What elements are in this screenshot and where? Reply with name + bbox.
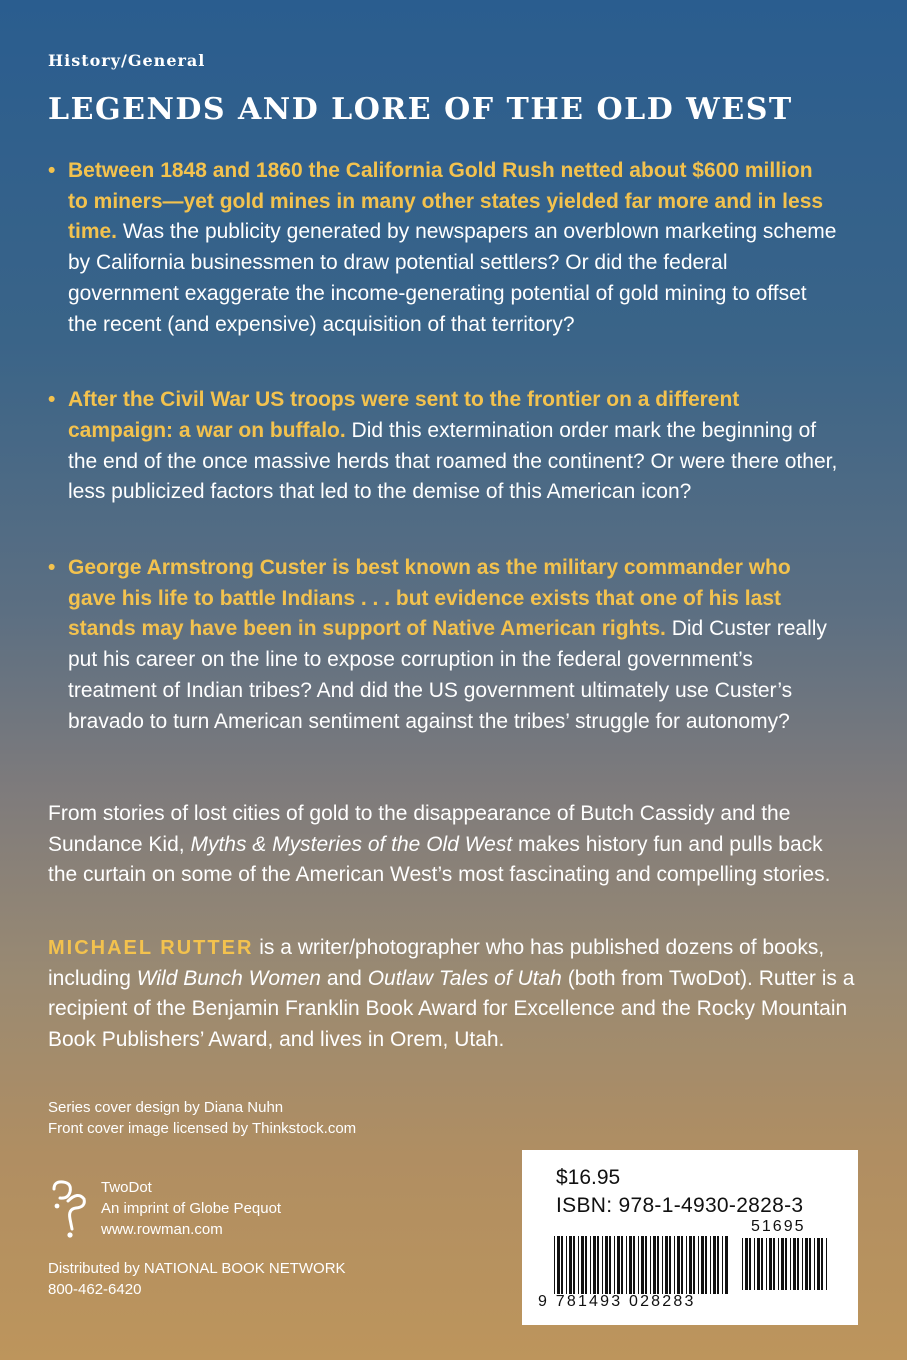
barcode-bar [617,1236,620,1294]
category-label: History/General [48,51,206,70]
barcode-addon-digits: 51695 [751,1218,806,1235]
bullet-item [48,553,838,737]
barcode-bar [793,1238,796,1290]
bullet-item [48,156,838,340]
barcode-bar [641,1236,644,1294]
summary-text: makes history fun and pulls back the curtain on some of the American West’s most fascinating and compelling stories. [48,832,831,887]
price: $16.95 [556,1166,621,1189]
series-design-credit: Series cover design by Diana Nuhn [48,1099,284,1116]
barcode-bar [653,1236,656,1294]
bio-text: is a writer/photographer who has published dozens of books, including [48,936,825,990]
twodot-logo-icon [48,1179,88,1239]
barcode-bar [650,1236,651,1294]
barcode-bar [814,1238,815,1290]
barcode-bar [766,1238,767,1290]
barcode-bar [569,1236,572,1294]
barcode-bar [781,1238,784,1290]
barcode-bar [662,1236,663,1294]
distributor: Distributed by NATIONAL BOOK NETWORK [48,1260,346,1277]
publisher-info [101,1177,281,1240]
book-title: Outlaw Tales of Utah [367,966,562,990]
author-name: MICHAEL RUTTER [48,937,254,959]
bullet-highlight: George Armstrong Custer is best known as the military commander who gave his life to battle Indians . . . but evidence exists that one of his last stands may have been in support of Native American rights. [68,556,791,641]
barcode-bar [693,1236,695,1294]
barcode-bar [638,1236,639,1294]
barcode-bar [826,1238,827,1290]
credits [48,1097,356,1139]
barcode-bar [657,1236,659,1294]
barcode-bar [778,1238,779,1290]
barcode-bar [614,1236,615,1294]
isbn: ISBN: 978-1-4930-2828-3 [556,1194,804,1217]
barcode-bar [805,1238,808,1290]
barcode-bar [689,1236,692,1294]
barcode-bar [633,1236,635,1294]
barcode-bar [669,1236,671,1294]
bio-text: and [326,966,362,990]
barcode-bar [581,1236,584,1294]
barcode-bar [566,1236,567,1294]
barcode-bar [605,1236,608,1294]
barcode-bar [609,1236,611,1294]
bullet-dot-icon: • [48,556,56,580]
barcode-bar [665,1236,668,1294]
barcode-bar [749,1238,751,1290]
barcode-bar [710,1236,711,1294]
publisher-name: TwoDot [101,1179,152,1196]
barcode-bar [593,1236,596,1294]
bullet-text: Was the publicity generated by newspapers an overblown marketing scheme by California businessmen to draw potential settlers? Or did the federal government exaggerate the income-generating potential of gold mining to offset the recent (and expensive) acquisition of that territory? [68,220,837,336]
barcode-bar [757,1238,760,1290]
barcode-bar [561,1236,563,1294]
summary-paragraph [48,799,848,891]
barcode-bar [621,1236,623,1294]
barcode-bar [821,1238,823,1290]
barcode-bar [674,1236,675,1294]
author-bio [48,933,878,1056]
barcode-bar [817,1238,820,1290]
publisher-imprint: An imprint of Globe Pequot [101,1200,282,1217]
barcode-bar [742,1238,743,1290]
bullet-highlight: After the Civil War US troops were sent to the frontier on a different campaign: a war on buffalo. [68,388,740,442]
barcode-bar [773,1238,775,1290]
barcode-bar [554,1236,555,1294]
barcode-bar [785,1238,787,1290]
barcode-bar [597,1236,599,1294]
barcode-bar [725,1236,728,1294]
barcode-bar [802,1238,803,1290]
barcode-bar [745,1238,748,1290]
bullet-item [48,385,838,508]
barcode-digits: 9 781493 028283 [538,1293,696,1310]
headline: LEGENDS AND LORE OF THE OLD WEST [48,92,793,127]
barcode-bar [629,1236,632,1294]
distributor-phone: 800-462-6420 [48,1281,142,1298]
distribution-info [48,1258,346,1300]
barcode-bar [602,1236,603,1294]
barcode-bar [686,1236,687,1294]
summary-text: From stories of lost cities of gold to the disappearance of Butch Cassidy and the Sundance Kid, [48,802,791,856]
bullet-dot-icon: • [48,388,56,412]
bullet-dot-icon: • [48,159,56,182]
bio-text: (both from TwoDot). Rutter is a recipient of the Benjamin Franklin Book Award for Excellence and the Rocky Mountain Book Publishers’ Award, and lives in Orem, Utah. [48,966,855,1052]
barcode-bar [790,1238,791,1290]
barcode-bar [713,1236,716,1294]
bullet-text: Did Custer really put his career on the line to expose corruption in the federal government’s treatment of Indian tribes? And did the US government ultimately use Custer’s bravado to turn American sentiment against the tribes’ struggle for autonomy? [68,617,827,733]
barcode-bar [722,1236,723,1294]
bullet-list [48,156,838,782]
barcode-bar [705,1236,707,1294]
barcode-bar [809,1238,811,1290]
image-license-credit: Front cover image licensed by Thinkstock.com [48,1120,357,1137]
barcode-bar [754,1238,755,1290]
barcode-bar [701,1236,704,1294]
barcode-bar [681,1236,683,1294]
barcode-bar [590,1236,591,1294]
barcode-bar [797,1238,799,1290]
book-title: Myths & Mysteries of the Old West [190,832,513,856]
barcode-bar [769,1238,772,1290]
bullet-highlight: Between 1848 and 1860 the California Gold Rush netted about $600 million to miners—yet gold mines in many other states yielded far more and in less time. [68,159,824,244]
barcode-bar [717,1236,719,1294]
barcode-bar [677,1236,680,1294]
barcode-bar [578,1236,579,1294]
barcode-bar [557,1236,560,1294]
barcode-bar [645,1236,647,1294]
barcode-bar [626,1236,627,1294]
barcode-bar [573,1236,575,1294]
barcode-bar [698,1236,699,1294]
publisher-website: www.rowman.com [101,1221,223,1238]
barcode-bar [761,1238,763,1290]
bullet-text: Did this extermination order mark the beginning of the end of the once massive herds that roamed the continent? Or were there other, less publicized factors that led to the demise of this American icon? [68,418,838,504]
barcode-box [522,1150,858,1325]
book-title: Wild Bunch Women [136,966,321,990]
barcode-bar [585,1236,587,1294]
